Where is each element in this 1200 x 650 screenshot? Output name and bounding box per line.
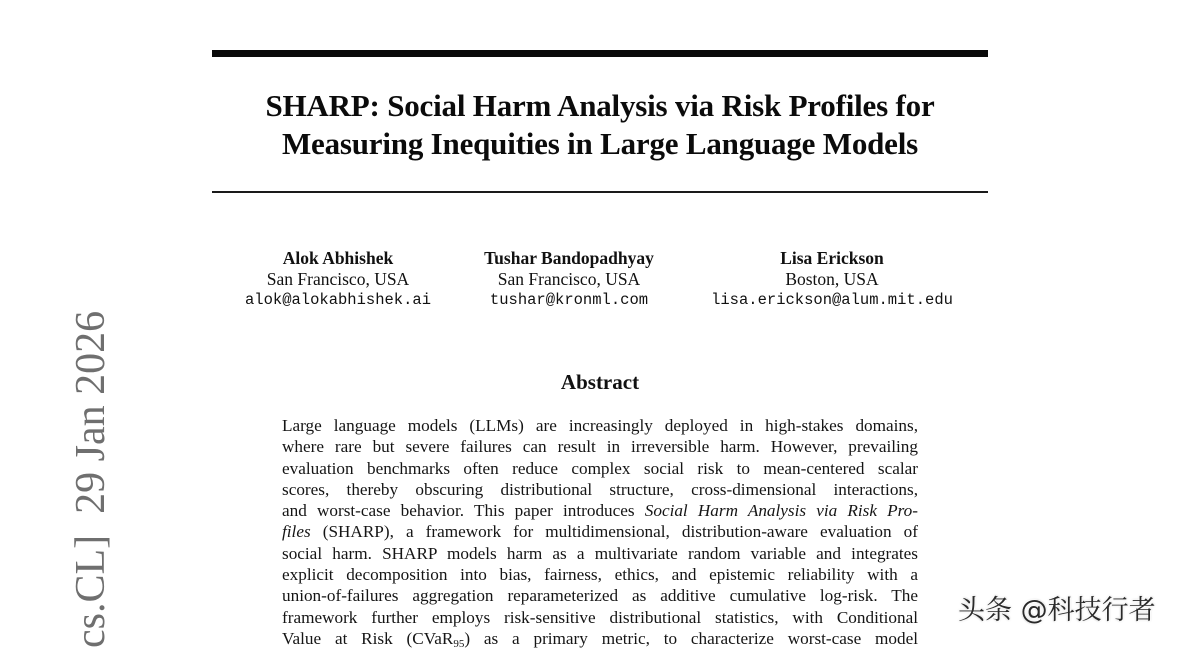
title-bottom-rule xyxy=(212,191,988,193)
abstract-text: ) as a primary metric, to characterize worst-case model xyxy=(464,628,919,648)
author-name: Lisa Erickson xyxy=(780,248,884,268)
arxiv-stamp: cs.CL] 29 Jan 2026 xyxy=(68,310,114,648)
abstract-text: evaluation benchmarks often reduce complex social risk to mean-centered scalar xyxy=(282,458,918,478)
author-affiliation: San Francisco, USA xyxy=(497,269,641,289)
abstract-line xyxy=(282,458,918,479)
abstract-line xyxy=(282,607,918,628)
title-line-1: SHARP: Social Harm Analysis via Risk Profiles for xyxy=(265,88,935,123)
abstract-line xyxy=(282,415,918,436)
abstract-text: explicit decomposition into bias, fairness, ethics, and epistemic reliability with a xyxy=(282,565,918,585)
abstract-line xyxy=(282,479,918,500)
abstract-text: framework further employs risk-sensitive distributional statistics, with Conditional xyxy=(282,607,918,627)
abstract-body xyxy=(282,415,918,649)
watermark: 头条 @科技行者 xyxy=(958,595,1156,626)
author-block xyxy=(0,248,1200,318)
abstract-line xyxy=(282,585,918,606)
author-affiliation: Boston, USA xyxy=(785,269,879,289)
abstract-text: social harm. SHARP models harm as a multivariate random variable and integrates xyxy=(282,543,918,563)
abstract-text: scores, thereby obscuring distributional structure, cross-dimensional interactions, xyxy=(282,479,918,499)
abstract-subscript: 95 xyxy=(453,637,465,650)
abstract-line xyxy=(282,436,918,457)
title-top-rule xyxy=(212,50,988,57)
abstract-text: Large language models (LLMs) are increasingly deployed in high-stakes domains, xyxy=(282,416,918,435)
abstract-heading: Abstract xyxy=(560,370,640,394)
abstract-text: where rare but severe failures can result in irreversible harm. However, prevailing xyxy=(282,437,918,457)
author-email[interactable]: lisa.erickson@alum.mit.edu xyxy=(711,291,953,309)
abstract-line xyxy=(282,564,918,585)
abstract-line xyxy=(282,628,918,649)
abstract-italic-text: files xyxy=(282,522,311,542)
abstract-line xyxy=(282,543,918,564)
author-email[interactable]: tushar@kronml.com xyxy=(489,291,649,309)
abstract-line xyxy=(282,521,918,542)
abstract-text: union-of-failures aggregation reparameterized as additive cumulative log-risk. The xyxy=(282,586,918,606)
author-2 xyxy=(452,248,686,311)
abstract-text: and worst-case behavior. This paper introduces xyxy=(282,501,645,521)
author-name: Tushar Bandopadhyay xyxy=(484,248,654,268)
abstract-line xyxy=(282,500,918,521)
author-3 xyxy=(692,248,972,311)
abstract-italic-text: Social Harm Analysis via Risk Pro- xyxy=(644,501,918,521)
author-affiliation: San Francisco, USA xyxy=(266,269,410,289)
author-email[interactable]: alok@alokabhishek.ai xyxy=(244,291,432,309)
abstract-text: (SHARP), a framework for multidimensional, distribution-aware evaluation of xyxy=(310,522,918,542)
paper-title xyxy=(200,87,1000,163)
author-name: Alok Abhishek xyxy=(282,248,394,268)
title-line-2: Measuring Inequities in Large Language Models xyxy=(281,126,918,161)
author-1 xyxy=(222,248,454,311)
abstract-text: Value at Risk (CVaR xyxy=(282,628,454,648)
